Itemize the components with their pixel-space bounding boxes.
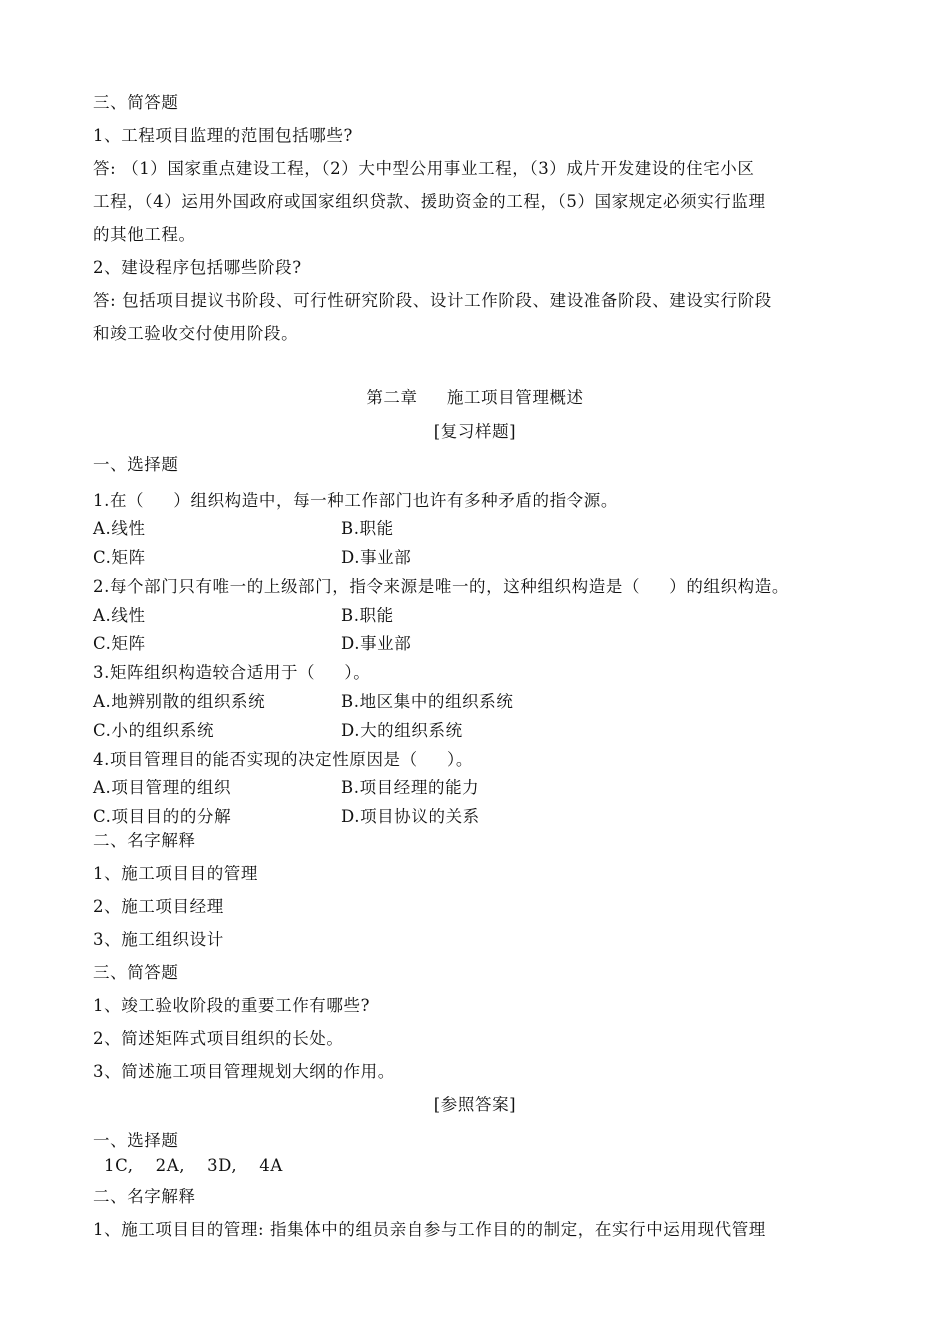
chapter-title: 第二章 施工项目管理概述 (366, 388, 584, 407)
option-d: D.事业部 (341, 548, 412, 567)
short-question: 2、简述矩阵式项目组织的长处。 (93, 1029, 344, 1048)
question-stem: 2.每个部门只有唯一的上级部门，指令来源是唯一的，这种组织构造是（ ）的组织构造。 (93, 577, 789, 596)
answer-value: 2A, (155, 1156, 186, 1175)
answer-text: 答: 包括项目提议书阶段、可行性研究阶段、设计工作阶段、建设准备阶段、建设实行阶段 (93, 291, 772, 310)
question-stem: 1.在（ ）组织构造中，每一种工作部门也许有多种矛盾的指令源。 (93, 491, 618, 510)
term-item: 2、施工项目经理 (93, 897, 224, 916)
question-text: 1、工程项目监理的范围包括哪些? (93, 126, 353, 145)
option-b: B.项目经理的能力 (341, 778, 480, 797)
section-heading: 二、名字解释 (93, 1187, 196, 1206)
option-c: C.矩阵 (93, 548, 146, 567)
short-question: 3、简述施工项目管理规划大纲的作用。 (93, 1062, 395, 1081)
term-item: 3、施工组织设计 (93, 930, 224, 949)
section-heading: 一、选择题 (93, 455, 179, 474)
choice-answers (104, 1156, 305, 1176)
answer-text: 工程，（4）运用外国政府或国家组织贷款、援助资金的工程，（5）国家规定必须实行监理 (93, 192, 766, 211)
section-heading: 三、简答题 (93, 963, 179, 982)
option-a: A.线性 (93, 606, 146, 625)
chapter-subtitle: [复习样题] (433, 422, 517, 441)
option-d: D.事业部 (341, 634, 412, 653)
section-heading: 三、简答题 (93, 93, 179, 112)
answer-text: 和竣工验收交付使用阶段。 (93, 324, 299, 343)
term-item: 1、施工项目目的管理 (93, 864, 258, 883)
option-d: D.大的组织系统 (341, 721, 463, 740)
question-text: 2、建设程序包括哪些阶段? (93, 258, 302, 277)
question-stem: 3.矩阵组织构造较合适用于（ ）。 (93, 663, 371, 682)
answer-value: 3D, (207, 1156, 238, 1175)
option-a: A.地辨别散的组织系统 (93, 692, 266, 711)
answer-value: 1C, (104, 1156, 134, 1175)
answer-text: 的其他工程。 (93, 225, 196, 244)
option-b: B.职能 (341, 519, 394, 538)
section-heading: 二、名字解释 (93, 831, 196, 850)
option-c: C.项目目的的分解 (93, 807, 232, 826)
option-b: B.地区集中的组织系统 (341, 692, 514, 711)
option-a: A.线性 (93, 519, 146, 538)
question-stem: 4.项目管理目的能否实现的决定性原因是（ ）。 (93, 750, 473, 769)
section-heading: 一、选择题 (93, 1131, 179, 1150)
short-question: 1、竣工验收阶段的重要工作有哪些? (93, 996, 371, 1015)
option-b: B.职能 (341, 606, 394, 625)
option-a: A.项目管理的组织 (93, 778, 232, 797)
answer-value: 4A (259, 1156, 283, 1175)
option-d: D.项目协议的关系 (341, 807, 480, 826)
option-c: C.小的组织系统 (93, 721, 215, 740)
answer-text: 1、施工项目目的管理: 指集体中的组员亲自参与工作目的的制定，在实行中运用现代管理 (93, 1220, 766, 1239)
option-c: C.矩阵 (93, 634, 146, 653)
answer-text: 答: （1）国家重点建设工程，（2）大中型公用事业工程，（3）成片开发建设的住宅小区 (93, 159, 755, 178)
answers-title: [参照答案] (433, 1095, 517, 1114)
